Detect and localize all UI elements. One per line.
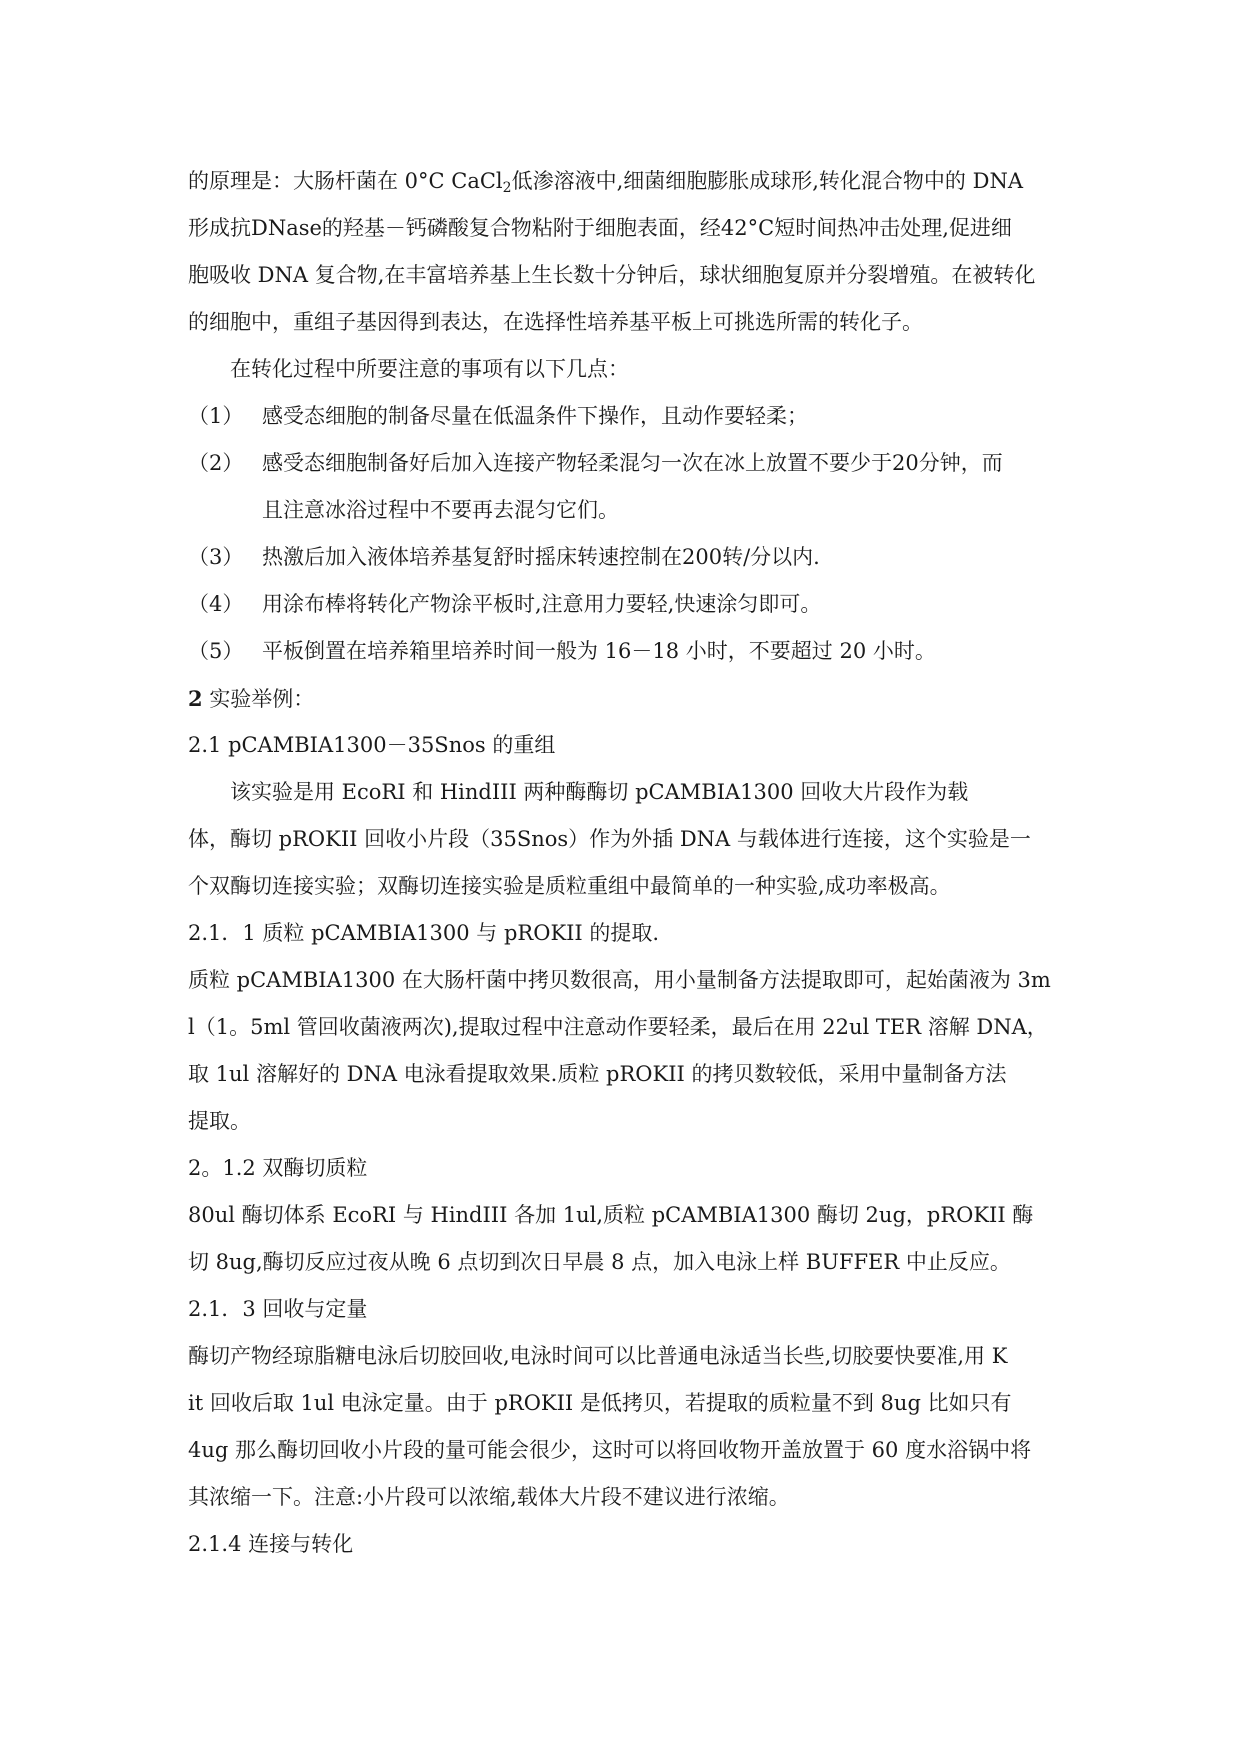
document-page	[188, 158, 1058, 1568]
intro-line-4: 的细胞中，重组子基因得到表达，在选择性培养基平板上可挑选所需的转化子。	[188, 310, 923, 334]
note-number: （1）	[188, 404, 244, 428]
section-number: 2	[188, 686, 203, 711]
section-title: 实验举例：	[209, 687, 315, 711]
section-2-1-4-heading: 2.1.4 连接与转化	[188, 1532, 354, 1556]
note-number: （2）	[188, 451, 244, 475]
note-text: 平板倒置在培养箱里培养时间一般为 16－18 小时，不要超过 20 小时。	[262, 639, 936, 663]
note-text: 热激后加入液体培养基复舒时摇床转速控制在200转/分以内.	[262, 545, 820, 569]
note-text: 且注意冰浴过程中不要再去混匀它们。	[262, 498, 619, 522]
note-item	[188, 628, 1058, 675]
note-number: （4）	[188, 592, 244, 616]
notes-heading: 在转化过程中所要注意的事项有以下几点：	[230, 357, 629, 381]
paragraph-line: 体，酶切 pROKII 回收小片段（35Snos）作为外插 DNA 与载体进行连接，这个实验是一	[188, 827, 1031, 851]
note-text: 感受态细胞制备好后加入连接产物轻柔混匀一次在冰上放置不要少于20分钟，而	[262, 451, 1003, 475]
paragraph-line: 该实验是用 EcoRI 和 HindIII 两种酶酶切 pCAMBIA1300 回收大片段作为载	[230, 780, 969, 804]
paragraph-line: 切 8ug,酶切反应过夜从晚 6 点切到次日早晨 8 点，加入电泳上样 BUFFER 中止反应。	[188, 1250, 1011, 1274]
paragraph-line: 质粒 pCAMBIA1300 在大肠杆菌中拷贝数很高，用小量制备方法提取即可，起始菌液为 3m	[188, 968, 1051, 992]
note-item	[188, 581, 1058, 628]
paragraph-line: 取 1ul 溶解好的 DNA 电泳看提取效果.质粒 pROKII 的拷贝数较低，采用中量制备方法	[188, 1062, 1007, 1086]
note-text: 用涂布棒将转化产物涂平板时,注意用力要轻,快速涂匀即可。	[262, 592, 822, 616]
section-2-1-1-heading: 2.1．1 质粒 pCAMBIA1300 与 pROKII 的提取.	[188, 921, 660, 945]
paragraph-line: 其浓缩一下。注意:小片段可以浓缩,载体大片段不建议进行浓缩。	[188, 1485, 790, 1509]
paragraph-line: l（1。5ml 管回收菌液两次),提取过程中注意动作要轻柔，最后在用 22ul TER 溶解 DNA，	[188, 1015, 1048, 1039]
note-item	[188, 534, 1058, 581]
intro-line-3: 胞吸收 DNA 复合物,在丰富培养基上生长数十分钟后，球状细胞复原并分裂增殖。在被转化	[188, 263, 1036, 287]
section-2-1-3-heading: 2.1．3 回收与定量	[188, 1297, 368, 1321]
note-item	[188, 440, 1058, 534]
paragraph-line: 个双酶切连接实验；双酶切连接实验是质粒重组中最简单的一种实验,成功率极高。	[188, 874, 951, 898]
section-2-1-heading: 2.1 pCAMBIA1300－35Snos 的重组	[188, 733, 556, 757]
paragraph-line: 提取。	[188, 1109, 251, 1133]
intro-line-1: 的原理是：大肠杆菌在 0°C CaCl$_2$低渗溶液中,细菌细胞膨胀成球形,转化混合物中的 DNA	[188, 169, 1023, 196]
section-2-1-2-heading: 2。1.2 双酶切质粒	[188, 1156, 368, 1180]
paragraph-line: 4ug 那么酶切回收小片段的量可能会很少，这时可以将回收物开盖放置于 60 度水浴锅中将	[188, 1438, 1032, 1462]
note-number: （3）	[188, 545, 244, 569]
note-item	[188, 393, 1058, 440]
intro-line-2: 形成抗DNase的羟基－钙磷酸复合物粘附于细胞表面，经42°C短时间热冲击处理,促进细	[188, 216, 1012, 240]
note-number: （5）	[188, 639, 244, 663]
paragraph-line: 酶切产物经琼脂糖电泳后切胶回收,电泳时间可以比普通电泳适当长些,切胶要快要准,用 K	[188, 1344, 1008, 1368]
section-2-heading	[188, 675, 1058, 722]
paragraph-line: 80ul 酶切体系 EcoRI 与 HindIII 各加 1ul,质粒 pCAMBIA1300 酶切 2ug，pROKII 酶	[188, 1203, 1034, 1227]
note-text: 感受态细胞的制备尽量在低温条件下操作，且动作要轻柔；	[262, 404, 808, 428]
paragraph-line: it 回收后取 1ul 电泳定量。由于 pROKII 是低拷贝，若提取的质粒量不到 8ug 比如只有	[188, 1391, 1012, 1415]
